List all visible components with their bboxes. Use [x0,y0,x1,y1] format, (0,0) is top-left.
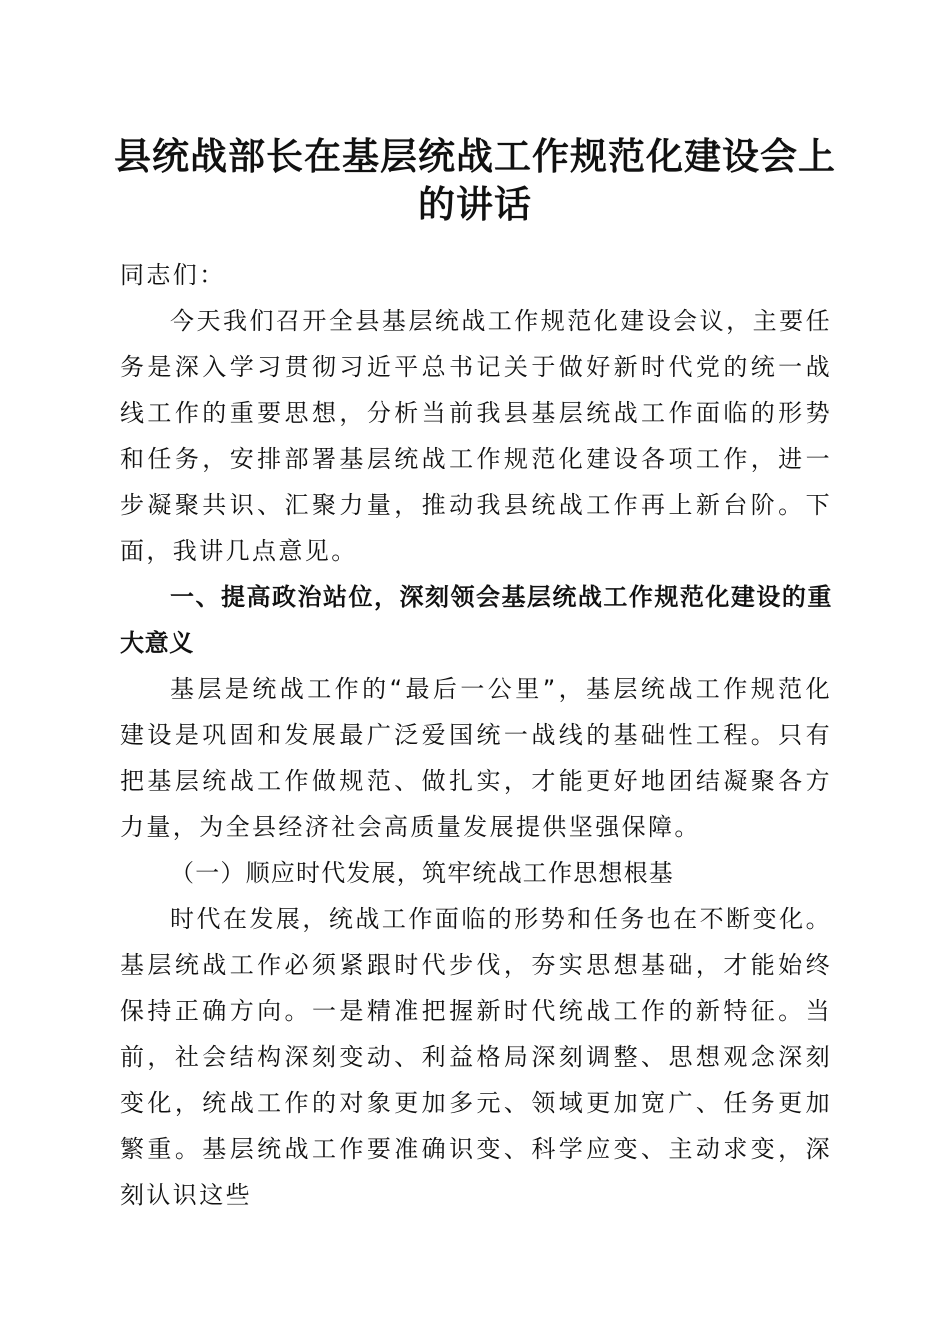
document-body [120,252,832,1218]
document-title: 县统战部长在基层统战工作规范化建设会上的讲话 [114,134,836,226]
section-1-paragraph: 基层是统战工作的“最后一公里”，基层统战工作规范化建设是巩固和发展最广泛爱国统一战线的基础性工程。只有把基层统战工作做规范、做扎实，才能更好地团结凝聚各方力量，为全县经济社会高质量发展提供坚强保障。 [120,675,832,841]
subsection-1-paragraph: 时代在发展，统战工作面临的形势和任务也在不断变化。基层统战工作必须紧跟时代步伐，夯实思想基础，才能始终保持正确方向。一是精准把握新时代统战工作的新特征。当前，社会结构深刻变动、利益格局深刻调整、思想观念深刻变化，统战工作的对象更加多元、领域更加宽广、任务更加繁重。基层统战工作要准确识变、科学应变、主动求变，深刻认识这些 [120,905,832,1209]
section-heading-1: 一、提高政治站位，深刻领会基层统战工作规范化建设的重大意义 [120,583,832,657]
subsection-heading-1: （一）顺应时代发展，筑牢统战工作思想根基 [170,859,674,887]
opening-paragraph: 今天我们召开全县基层统战工作规范化建设会议，主要任务是深入学习贯彻习近平总书记关于做好新时代党的统一战线工作的重要思想，分析当前我县基层统战工作面临的形势和任务，安排部署基层统战工作规范化建设各项工作，进一步凝聚共识、汇聚力量，推动我县统战工作再上新台阶。下面，我讲几点意见。 [120,307,832,565]
salutation: 同志们： [120,261,226,289]
